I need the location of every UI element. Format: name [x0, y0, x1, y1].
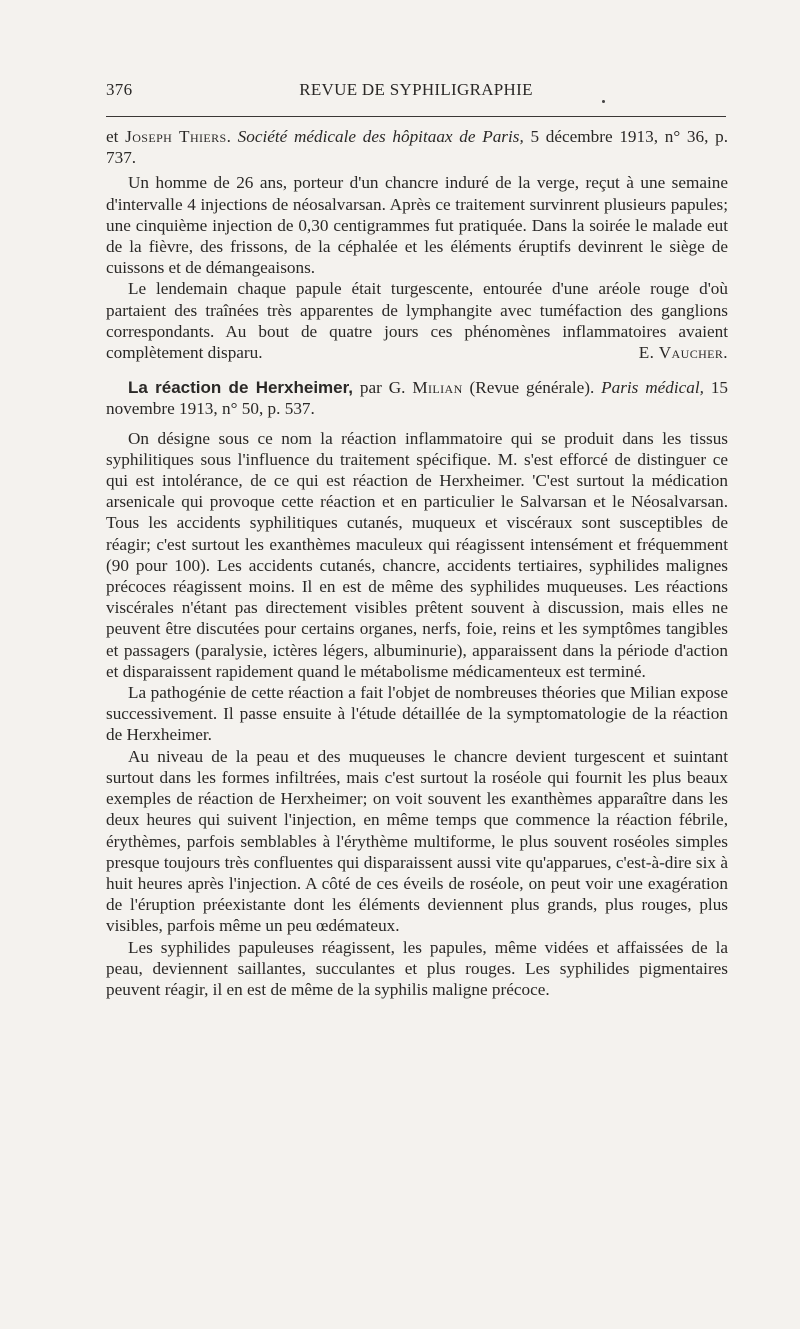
- citation-continuation: [106, 126, 728, 168]
- citation-source: Société médicale des hôpitaax de Paris,: [237, 127, 524, 146]
- page-body: [106, 126, 728, 1000]
- citation-author: Joseph Thiers: [125, 127, 227, 146]
- article-paragraph-3: Au niveau de la peau et des muqueuses le chancre devient turgescent et suintant surtout dans les formes infiltrées, mais c'est surtout la roséole qui fournit les plus beaux exemples de réaction de Herxheimer; on voit souvent les exanthèmes apparaître dans les deux heures qui suivent l'injection, en même temps que commence la réaction fébrile, érythèmes, parfois semblables à l'érythème multiforme, le plus souvent roséoles simples presque toujours très confluentes qui disparaissent aussi vite qu'apparues, c'est-à-dire six à huit heures après l'injection. A côté de ces éveils de roséole, on peut voir une exagération de l'éruption préexistante dont les éléments deviennent plus grands, plus rouges, plus visibles, parfois même un peu œdémateux.: [106, 746, 728, 936]
- article-paragraph-1: On désigne sous ce nom la réaction inflammatoire qui se produit dans les tissus syphilitiques sous l'influence du traitement spécifique. M. s'est efforcé de distinguer ce qui est intolérance, de ce qui est réaction de Herxheimer. 'C'est surtout la médication arsenicale qui provoque cette réaction et en particulier le Salvarsan et le Néosalvarsan. Tous les accidents syphilitiques cutanés, muqueux et viscéraux sont susceptibles de réagir; c'est surtout les exanthèmes maculeux qui réagissent intensément et fréquemment (90 pour 100). Les accidents cutanés, chancre, accidents tertiaires, syphilides malignes précoces réagissent moins. Il en est de même des syphilides muqueuses. Les réactions viscérales n'étant pas directement visibles prêtent souvent à discussion, mais elles ne peuvent être discutées pour certains organes, nerfs, foie, reins et les symptômes tangibles et passagers (paralysie, ictères légers, albuminurie), apparaissent dans la période d'action et disparaissent rapidement quand le métabolisme médicamenteux est terminé.: [106, 428, 728, 681]
- printer-speck: [602, 100, 605, 103]
- reviewer-signature: E. Vaucher.: [638, 343, 728, 363]
- article-author: Milian: [412, 378, 463, 398]
- article-by: par G.: [353, 378, 413, 398]
- article-paragraph-2: La pathogénie de cette réaction a fait l'objet de nombreuses théories que Milian expose successivement. Il passe ensuite à l'étude détaillée de la symptomatologie de la réaction de Herxheimer.: [106, 683, 728, 745]
- article-journal: Paris médical,: [601, 378, 704, 398]
- header-rule: [106, 116, 726, 117]
- article-type: (Revue générale).: [462, 378, 602, 398]
- page-number: 376: [106, 80, 133, 99]
- citation-prefix: et: [106, 127, 126, 146]
- article-paragraph-4: Les syphilides papuleuses réagissent, les papules, même vidées et affaissées de la peau, deviennent saillantes, succulantes et plus rouges. Les syphilides pigmentaires peuvent réagir, il en est de même de la syphilis maligne précoce.: [106, 937, 728, 999]
- article-title: La réaction de Herxheimer,: [128, 378, 354, 398]
- article-heading: [106, 377, 728, 419]
- review1-paragraph-1: Un homme de 26 ans, porteur d'un chancre induré de la verge, reçut à une semaine d'intervalle 4 injections de néosalvarsan. Après ce traitement survinrent plusieurs papules; une cinquième injection de 0,30 centigrammes fut pratiquée. Dans la soirée le malade eut de la fièvre, des frissons, de la céphalée et les éléments éruptifs devinrent le siège de cuissons et de démangeaisons.: [106, 173, 728, 278]
- page-header: [106, 80, 726, 106]
- citation-separator: .: [226, 127, 238, 146]
- review1-paragraph-2: [106, 278, 728, 363]
- review1-paragraph-2-text: Le lendemain chaque papule était turgescente, entourée d'une aréole rouge d'où partaient des traînées très apparentes de lymphangite avec tuméfaction des ganglions correspondants. Au bout de quatre jours ces phénomènes inflammatoires avaient complètement disparu.: [106, 279, 728, 363]
- citation-details: 5 décembre 1913, n° 36, p. 737.: [106, 127, 729, 168]
- running-title: REVUE DE SYPHILIGRAPHIE: [299, 80, 533, 99]
- article-date: 15 novembre 1913, n° 50, p. 537.: [106, 378, 729, 419]
